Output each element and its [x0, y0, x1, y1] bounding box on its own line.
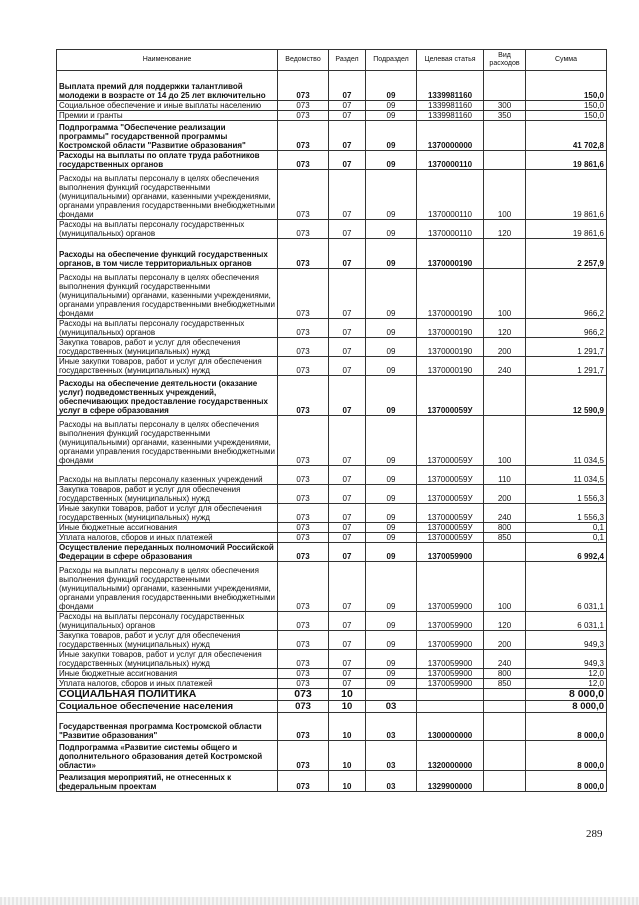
cell-target-article: 137000059У — [417, 416, 484, 466]
cell-section: 07 — [329, 416, 366, 466]
cell-department: 073 — [278, 170, 329, 220]
cell-section: 07 — [329, 121, 366, 151]
cell-amount: 12,0 — [526, 679, 607, 689]
cell-section: 07 — [329, 562, 366, 612]
cell-amount: 1 291,7 — [526, 357, 607, 376]
cell-amount: 19 861,6 — [526, 151, 607, 170]
cell-amount: 6 992,4 — [526, 543, 607, 562]
cell-expense-type — [484, 71, 526, 101]
table-row — [57, 485, 607, 504]
cell-amount: 6 031,1 — [526, 562, 607, 612]
cell-target-article: 1370000000 — [417, 121, 484, 151]
cell-expense-type: 100 — [484, 416, 526, 466]
cell-target-article: 1320000000 — [417, 741, 484, 771]
cell-subsection: 09 — [366, 523, 417, 533]
cell-target-article: 1370059900 — [417, 650, 484, 669]
cell-amount: 1 291,7 — [526, 338, 607, 357]
cell-subsection: 09 — [366, 151, 417, 170]
cell-section: 07 — [329, 650, 366, 669]
cell-subsection: 09 — [366, 376, 417, 416]
table-row — [57, 220, 607, 239]
table-row — [57, 543, 607, 562]
cell-department: 073 — [278, 111, 329, 121]
cell-department: 073 — [278, 741, 329, 771]
cell-section: 07 — [329, 612, 366, 631]
cell-section: 07 — [329, 533, 366, 543]
cell-amount: 6 031,1 — [526, 612, 607, 631]
table-header-row — [57, 50, 607, 71]
cell-target-article: 137000059У — [417, 504, 484, 523]
table-row — [57, 376, 607, 416]
scan-edge-strip — [0, 897, 639, 905]
table-row — [57, 239, 607, 269]
table-row — [57, 416, 607, 466]
cell-department: 073 — [278, 101, 329, 111]
cell-subsection: 09 — [366, 679, 417, 689]
cell-target-article — [417, 689, 484, 701]
cell-amount: 11 034,5 — [526, 466, 607, 485]
cell-amount: 12 590,9 — [526, 376, 607, 416]
cell-department: 073 — [278, 220, 329, 239]
cell-target-article: 1370000190 — [417, 269, 484, 319]
cell-amount: 1 556,3 — [526, 504, 607, 523]
table-row — [57, 533, 607, 543]
cell-subsection: 09 — [366, 416, 417, 466]
cell-amount: 0,1 — [526, 523, 607, 533]
cell-department: 073 — [278, 701, 329, 713]
cell-department: 073 — [278, 771, 329, 792]
cell-section: 10 — [329, 713, 366, 741]
cell-name: Расходы на обеспечение функций государственных органов, в том числе территориальных органов — [57, 239, 278, 269]
table-row — [57, 631, 607, 650]
cell-section: 07 — [329, 504, 366, 523]
cell-target-article: 1370000190 — [417, 319, 484, 338]
page-number: 289 — [586, 828, 603, 840]
cell-department: 073 — [278, 689, 329, 701]
cell-section: 07 — [329, 220, 366, 239]
cell-section: 07 — [329, 669, 366, 679]
cell-name: Расходы на обеспечение деятельности (оказание услуг) подведомственных учреждений, обеспечивающих предоставление государственных услуг в сфере образования — [57, 376, 278, 416]
cell-expense-type — [484, 239, 526, 269]
cell-section: 07 — [329, 523, 366, 533]
cell-amount: 0,1 — [526, 533, 607, 543]
header-name: Наименование — [57, 50, 278, 71]
table-row — [57, 121, 607, 151]
cell-expense-type: 120 — [484, 319, 526, 338]
table-row — [57, 338, 607, 357]
table-row — [57, 713, 607, 741]
table-row — [57, 170, 607, 220]
cell-subsection: 09 — [366, 357, 417, 376]
cell-section: 07 — [329, 543, 366, 562]
cell-target-article: 1370059900 — [417, 631, 484, 650]
cell-name: Государственная программа Костромской области "Развитие образования" — [57, 713, 278, 741]
cell-target-article: 1370059900 — [417, 612, 484, 631]
cell-expense-type: 800 — [484, 523, 526, 533]
cell-department: 073 — [278, 485, 329, 504]
cell-subsection — [366, 689, 417, 701]
cell-subsection: 09 — [366, 562, 417, 612]
cell-expense-type: 350 — [484, 111, 526, 121]
table-row — [57, 689, 607, 701]
cell-target-article: 1370059900 — [417, 543, 484, 562]
table-row — [57, 669, 607, 679]
cell-section: 07 — [329, 631, 366, 650]
cell-subsection: 03 — [366, 701, 417, 713]
cell-expense-type: 240 — [484, 650, 526, 669]
cell-subsection: 09 — [366, 631, 417, 650]
cell-expense-type — [484, 121, 526, 151]
cell-subsection: 09 — [366, 101, 417, 111]
cell-target-article: 1370059900 — [417, 562, 484, 612]
cell-subsection: 09 — [366, 533, 417, 543]
cell-expense-type — [484, 543, 526, 562]
cell-expense-type — [484, 701, 526, 713]
cell-target-article: 137000059У — [417, 376, 484, 416]
cell-target-article: 1370059900 — [417, 679, 484, 689]
cell-amount: 966,2 — [526, 319, 607, 338]
table-row — [57, 679, 607, 689]
cell-target-article: 1370000190 — [417, 338, 484, 357]
cell-target-article: 1370059900 — [417, 669, 484, 679]
cell-section: 07 — [329, 319, 366, 338]
table-row — [57, 71, 607, 101]
cell-section: 07 — [329, 269, 366, 319]
cell-amount: 8 000,0 — [526, 741, 607, 771]
cell-department: 073 — [278, 631, 329, 650]
cell-department: 073 — [278, 338, 329, 357]
cell-expense-type: 240 — [484, 504, 526, 523]
cell-subsection: 09 — [366, 239, 417, 269]
cell-name: Подпрограмма «Развитие системы общего и дополнительного образования детей Костромской области» — [57, 741, 278, 771]
cell-target-article: 137000059У — [417, 466, 484, 485]
cell-section: 07 — [329, 170, 366, 220]
cell-target-article — [417, 701, 484, 713]
cell-expense-type: 200 — [484, 631, 526, 650]
cell-department: 073 — [278, 151, 329, 170]
table-row — [57, 504, 607, 523]
cell-subsection: 09 — [366, 650, 417, 669]
table-row — [57, 357, 607, 376]
cell-department: 073 — [278, 357, 329, 376]
header-expense-type: Вид расходов — [484, 50, 526, 71]
cell-expense-type: 110 — [484, 466, 526, 485]
header-amount: Сумма — [526, 50, 607, 71]
cell-expense-type — [484, 741, 526, 771]
cell-amount: 2 257,9 — [526, 239, 607, 269]
cell-subsection: 03 — [366, 713, 417, 741]
header-department: Ведомство — [278, 50, 329, 71]
cell-amount: 12,0 — [526, 669, 607, 679]
cell-amount: 949,3 — [526, 631, 607, 650]
cell-expense-type — [484, 713, 526, 741]
cell-name: Иные бюджетные ассигнования — [57, 523, 278, 533]
cell-department: 073 — [278, 71, 329, 101]
cell-name: Расходы на выплаты персоналу государственных (муниципальных) органов — [57, 220, 278, 239]
table-row — [57, 741, 607, 771]
cell-expense-type: 100 — [484, 562, 526, 612]
cell-amount: 150,0 — [526, 101, 607, 111]
cell-name: Выплата премий для поддержки талантливой молодежи в возрасте от 14 до 25 лет включительно — [57, 71, 278, 101]
cell-name: Закупка товаров, работ и услуг для обеспечения государственных (муниципальных) нужд — [57, 485, 278, 504]
cell-name: СОЦИАЛЬНАЯ ПОЛИТИКА — [57, 689, 278, 701]
cell-name: Уплата налогов, сборов и иных платежей — [57, 679, 278, 689]
cell-name: Расходы на выплаты персоналу государственных (муниципальных) органов — [57, 612, 278, 631]
cell-section: 07 — [329, 485, 366, 504]
cell-expense-type — [484, 376, 526, 416]
header-target-article: Целевая статья — [417, 50, 484, 71]
cell-expense-type: 240 — [484, 357, 526, 376]
cell-expense-type: 200 — [484, 485, 526, 504]
cell-amount: 19 861,6 — [526, 220, 607, 239]
cell-amount: 41 702,8 — [526, 121, 607, 151]
cell-department: 073 — [278, 376, 329, 416]
cell-section: 07 — [329, 239, 366, 269]
cell-target-article: 1370000190 — [417, 357, 484, 376]
cell-subsection: 09 — [366, 121, 417, 151]
table-row — [57, 523, 607, 533]
cell-subsection: 03 — [366, 741, 417, 771]
cell-amount: 8 000,0 — [526, 701, 607, 713]
cell-name: Премии и гранты — [57, 111, 278, 121]
cell-department: 073 — [278, 679, 329, 689]
cell-department: 073 — [278, 543, 329, 562]
table-row — [57, 562, 607, 612]
cell-name: Расходы на выплаты персоналу государственных (муниципальных) органов — [57, 319, 278, 338]
cell-department: 073 — [278, 612, 329, 631]
cell-target-article: 137000059У — [417, 523, 484, 533]
cell-expense-type — [484, 689, 526, 701]
cell-department: 073 — [278, 523, 329, 533]
table-row — [57, 111, 607, 121]
table-row — [57, 151, 607, 170]
cell-name: Подпрограмма "Обеспечение реализации программы" государственной программы Костромской области "Развитие образования" — [57, 121, 278, 151]
cell-amount: 150,0 — [526, 71, 607, 101]
cell-subsection: 09 — [366, 111, 417, 121]
cell-name: Иные закупки товаров, работ и услуг для обеспечения государственных (муниципальных) нужд — [57, 357, 278, 376]
cell-expense-type: 100 — [484, 170, 526, 220]
cell-target-article: 1300000000 — [417, 713, 484, 741]
cell-section: 07 — [329, 376, 366, 416]
cell-section: 07 — [329, 679, 366, 689]
cell-target-article: 1329900000 — [417, 771, 484, 792]
cell-amount: 8 000,0 — [526, 771, 607, 792]
cell-amount: 8 000,0 — [526, 713, 607, 741]
cell-target-article: 137000059У — [417, 533, 484, 543]
cell-amount: 11 034,5 — [526, 416, 607, 466]
cell-target-article: 1370000110 — [417, 170, 484, 220]
table-row — [57, 771, 607, 792]
table-row — [57, 101, 607, 111]
cell-amount: 1 556,3 — [526, 485, 607, 504]
cell-department: 073 — [278, 121, 329, 151]
header-subsection: Подраздел — [366, 50, 417, 71]
cell-department: 073 — [278, 562, 329, 612]
cell-subsection: 09 — [366, 338, 417, 357]
cell-subsection: 09 — [366, 220, 417, 239]
cell-amount: 150,0 — [526, 111, 607, 121]
cell-name: Реализация мероприятий, не отнесенных к федеральным проектам — [57, 771, 278, 792]
cell-subsection: 09 — [366, 612, 417, 631]
table-body — [57, 71, 607, 792]
cell-section: 10 — [329, 771, 366, 792]
cell-section: 07 — [329, 466, 366, 485]
cell-amount: 949,3 — [526, 650, 607, 669]
cell-department: 073 — [278, 533, 329, 543]
cell-section: 10 — [329, 741, 366, 771]
cell-section: 07 — [329, 111, 366, 121]
cell-name: Уплата налогов, сборов и иных платежей — [57, 533, 278, 543]
cell-expense-type: 100 — [484, 269, 526, 319]
cell-subsection: 09 — [366, 71, 417, 101]
cell-section: 10 — [329, 689, 366, 701]
cell-target-article: 1339981160 — [417, 71, 484, 101]
cell-section: 07 — [329, 357, 366, 376]
cell-target-article: 1370000110 — [417, 220, 484, 239]
cell-name: Расходы на выплаты персоналу в целях обеспечения выполнения функций государственными (муниципальными) органами, казенными учреждениями, органами управления государственными внебюджетными фондами — [57, 170, 278, 220]
cell-subsection: 09 — [366, 669, 417, 679]
cell-target-article: 1370000190 — [417, 239, 484, 269]
table-row — [57, 269, 607, 319]
cell-department: 073 — [278, 504, 329, 523]
cell-name: Закупка товаров, работ и услуг для обеспечения государственных (муниципальных) нужд — [57, 631, 278, 650]
cell-expense-type — [484, 771, 526, 792]
cell-department: 073 — [278, 239, 329, 269]
cell-department: 073 — [278, 269, 329, 319]
cell-department: 073 — [278, 466, 329, 485]
cell-department: 073 — [278, 669, 329, 679]
table-row — [57, 701, 607, 713]
budget-table — [56, 49, 607, 792]
cell-name: Иные закупки товаров, работ и услуг для обеспечения государственных (муниципальных) нужд — [57, 504, 278, 523]
table-row — [57, 650, 607, 669]
cell-subsection: 09 — [366, 543, 417, 562]
cell-name: Иные бюджетные ассигнования — [57, 669, 278, 679]
cell-section: 07 — [329, 338, 366, 357]
table-row — [57, 319, 607, 338]
cell-target-article: 1339981160 — [417, 111, 484, 121]
cell-name: Расходы на выплаты персоналу в целях обеспечения выполнения функций государственными (муниципальными) органами, казенными учреждениями, органами управления государственными внебюджетными фондами — [57, 562, 278, 612]
cell-expense-type: 850 — [484, 679, 526, 689]
cell-name: Расходы на выплаты по оплате труда работников государственных органов — [57, 151, 278, 170]
cell-name: Расходы на выплаты персоналу казенных учреждений — [57, 466, 278, 485]
cell-expense-type: 850 — [484, 533, 526, 543]
table-row — [57, 612, 607, 631]
cell-name: Расходы на выплаты персоналу в целях обеспечения выполнения функций государственными (муниципальными) органами, казенными учреждениями, органами управления государственными внебюджетными фондами — [57, 269, 278, 319]
cell-department: 073 — [278, 416, 329, 466]
cell-amount: 966,2 — [526, 269, 607, 319]
cell-expense-type: 300 — [484, 101, 526, 111]
cell-subsection: 09 — [366, 504, 417, 523]
cell-name: Социальное обеспечение и иные выплаты населению — [57, 101, 278, 111]
cell-name: Закупка товаров, работ и услуг для обеспечения государственных (муниципальных) нужд — [57, 338, 278, 357]
cell-section: 07 — [329, 101, 366, 111]
cell-department: 073 — [278, 650, 329, 669]
cell-subsection: 09 — [366, 319, 417, 338]
cell-target-article: 1339981160 — [417, 101, 484, 111]
cell-subsection: 03 — [366, 771, 417, 792]
cell-department: 073 — [278, 713, 329, 741]
cell-name: Социальное обеспечение населения — [57, 701, 278, 713]
cell-expense-type: 120 — [484, 612, 526, 631]
cell-expense-type — [484, 151, 526, 170]
cell-section: 07 — [329, 151, 366, 170]
cell-name: Иные закупки товаров, работ и услуг для обеспечения государственных (муниципальных) нужд — [57, 650, 278, 669]
cell-amount: 19 861,6 — [526, 170, 607, 220]
cell-name: Осуществление переданных полномочий Российской Федерации в сфере образования — [57, 543, 278, 562]
cell-subsection: 09 — [366, 466, 417, 485]
table-row — [57, 466, 607, 485]
cell-section: 07 — [329, 71, 366, 101]
cell-target-article: 137000059У — [417, 485, 484, 504]
cell-amount: 8 000,0 — [526, 689, 607, 701]
cell-name: Расходы на выплаты персоналу в целях обеспечения выполнения функций государственными (муниципальными) органами, казенными учреждениями, органами управления государственными внебюджетными фондами — [57, 416, 278, 466]
cell-section: 10 — [329, 701, 366, 713]
cell-target-article: 1370000110 — [417, 151, 484, 170]
cell-expense-type: 120 — [484, 220, 526, 239]
cell-department: 073 — [278, 319, 329, 338]
cell-subsection: 09 — [366, 485, 417, 504]
cell-expense-type: 200 — [484, 338, 526, 357]
header-section: Раздел — [329, 50, 366, 71]
cell-expense-type: 800 — [484, 669, 526, 679]
cell-subsection: 09 — [366, 170, 417, 220]
cell-subsection: 09 — [366, 269, 417, 319]
